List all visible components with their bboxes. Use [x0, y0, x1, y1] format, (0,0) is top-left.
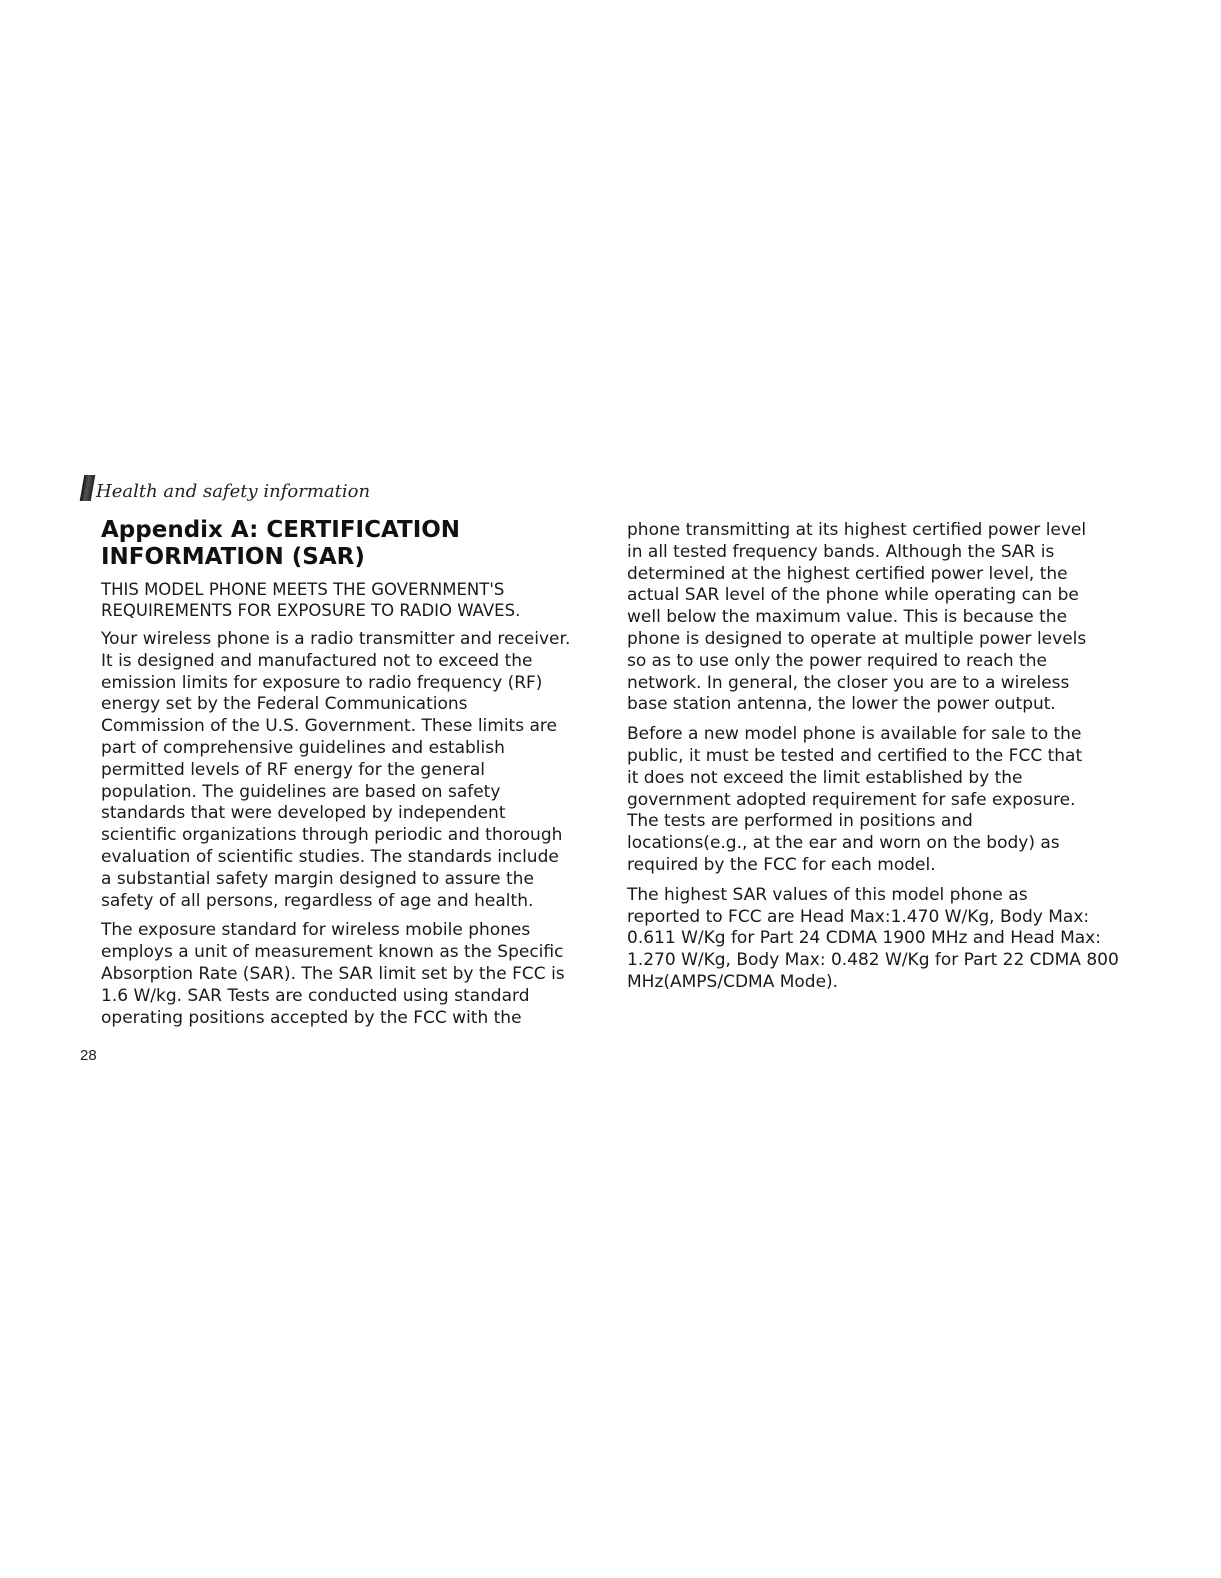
compliance-notice: THIS MODEL PHONE MEETS THE GOVERNMENT'S REQUIREMENTS FOR EXPOSURE TO RADIO WAVES.: [101, 580, 521, 620]
right-column: [627, 520, 1153, 1002]
section-title: Health and safety information: [96, 481, 371, 502]
paragraph-certification: Before a new model phone is available for sale to the public, it must be tested and certified to the FCC that it does not exceed the limit established by the government adopted requirement for safe exposure. The tests are performed in positions and locations(e.g., at the ear and worn on the body) as required by the FCC for each model.: [627, 724, 1083, 875]
paragraph-exposure-standard: The exposure standard for wireless mobile phones employs a unit of measurement known as the Specific Absorption Rate (SAR). The SAR limit set by the FCC is 1.6 W/kg. SAR Tests are conducted using standard operating positions accepted by the FCC with the: [101, 920, 565, 1028]
paragraph-sar-values: The highest SAR values of this model phone as reported to FCC are Head Max:1.470 W/Kg, Body Max: 0.611 W/Kg for Part 24 CDMA 1900 MHz and Head Max: 1.270 W/Kg, Body Max: 0.482 W/Kg for Part 22 CDMA 800 MHz(AMPS/CDMA Mode).: [627, 884, 1119, 992]
section-marker-icon: [80, 475, 96, 501]
paragraph-power-level: phone transmitting at its highest certified power level in all tested frequency bands. Although the SAR is determined at the highest certified power level, the actual SAR level of the phone while operating can be well below the maximum value. This is because the phone is designed to operate at multiple power levels so as to use only the power required to reach the network. In general, the closer you are to a wireless base station antenna, the lower the power output.: [627, 520, 1087, 715]
page-number: 28: [80, 1047, 97, 1064]
section-header: [82, 470, 370, 504]
left-column: [101, 517, 587, 1037]
paragraph-transmitter: Your wireless phone is a radio transmitter and receiver. It is designed and manufactured not to exceed the emission limits for exposure to radio frequency (RF) energy set by the Federal Communications Commission of the U.S. Government. These limits are part of comprehensive guidelines and establish permitted levels of RF energy for the general population. The guidelines are based on safety standards that were developed by independent scientific organizations through periodic and thorough evaluation of scientific studies. The standards include a substantial safety margin designed to assure the safety of all persons, regardless of age and health.: [101, 629, 571, 911]
appendix-heading: Appendix A: CERTIFICATION INFORMATION (SAR): [101, 517, 461, 570]
